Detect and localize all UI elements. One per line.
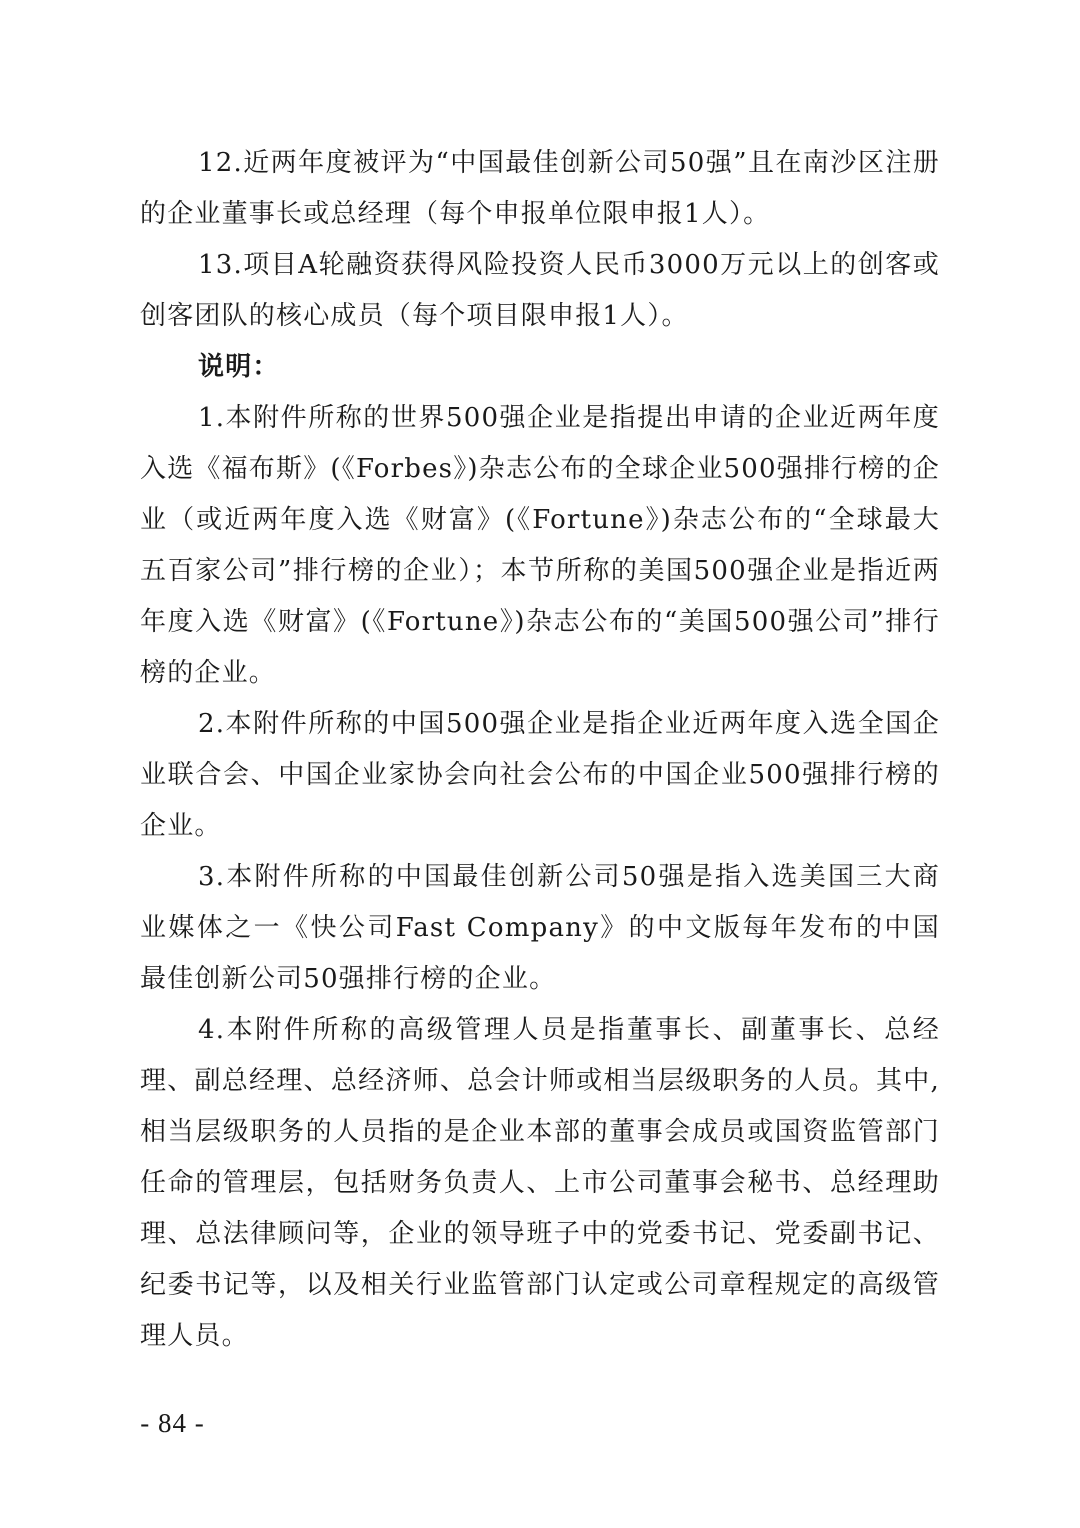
paragraph-12: 12.近两年度被评为“中国最佳创新公司50强”且在南沙区注册的企业董事长或总经理（每个申报单位限申报1人）。 xyxy=(140,148,940,229)
note-4: 4.本附件所称的高级管理人员是指董事长、副董事长、总经理、副总经理、总经济师、总会计师或相当层级职务的人员。其中,相当层级职务的人员指的是企业本部的董事会成员或国资监管部门任命的管理层，包括财务负责人、上市公司董事会秘书、总经理助理、总法律顾问等，企业的领导班子中的党委书记、党委副书记、纪委书记等，以及相关行业监管部门认定或公司章程规定的高级管理人员。 xyxy=(140,1015,940,1351)
notes-heading: 说明： xyxy=(198,352,280,382)
document-body xyxy=(140,138,940,1362)
note-2: 2.本附件所称的中国500强企业是指企业近两年度入选全国企业联合会、中国企业家协会向社会公布的中国企业500强排行榜的企业。 xyxy=(140,709,940,841)
page-number: - 84 - xyxy=(140,1408,205,1438)
note-1: 1.本附件所称的世界500强企业是指提出申请的企业近两年度入选《福布斯》(《Forbes》)杂志公布的全球企业500强排行榜的企业（或近两年度入选《财富》(《Fortune》)杂志公布的“全球最大五百家公司”排行榜的企业）；本节所称的美国500强企业是指近两年度入选《财富》(《Fortune》)杂志公布的“美国500强公司”排行榜的企业。 xyxy=(140,403,940,688)
paragraph-13: 13.项目A轮融资获得风险投资人民币3000万元以上的创客或创客团队的核心成员（每个项目限申报1人）。 xyxy=(140,250,940,331)
note-3: 3.本附件所称的中国最佳创新公司50强是指入选美国三大商业媒体之一《快公司Fast Company》的中文版每年发布的中国最佳创新公司50强排行榜的企业。 xyxy=(140,862,940,994)
